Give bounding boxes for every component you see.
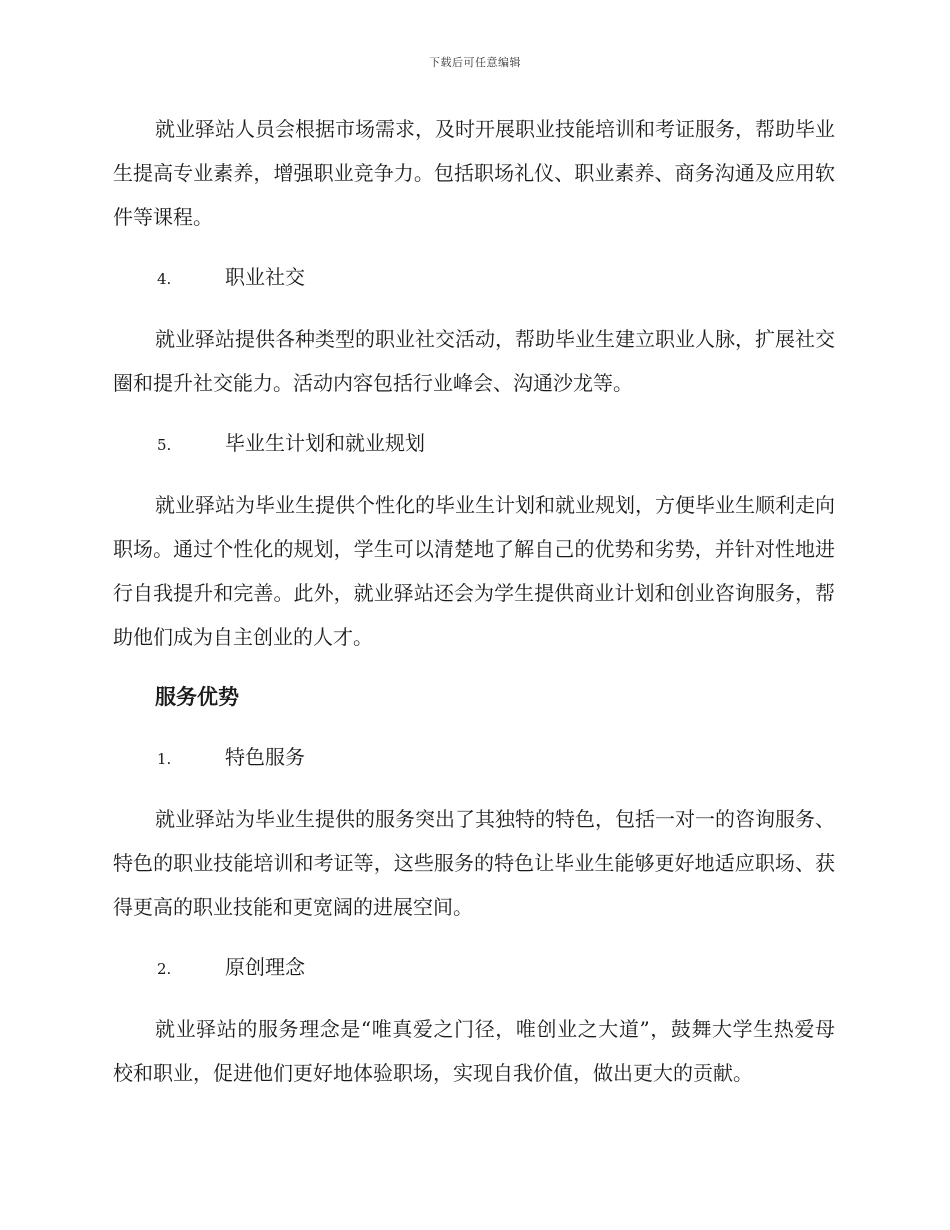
list-item-title: 毕业生计划和就业规划 xyxy=(225,431,425,455)
page-header: 下载后可任意编辑 xyxy=(429,56,521,69)
list-item-title: 特色服务 xyxy=(225,745,305,769)
list-number: 1. xyxy=(157,750,172,768)
list-item-title: 职业社交 xyxy=(225,265,305,289)
list-item-graduate-plan xyxy=(113,421,835,467)
paragraph-training: 就业驿站人员会根据市场需求，及时开展职业技能培训和考证服务，帮助毕业生提高专业素养，增强职业竞争力。包括职场礼仪、职业素养、商务沟通及应用软件等课程。 xyxy=(113,117,835,229)
list-item-title: 原创理念 xyxy=(225,955,305,979)
document-body xyxy=(113,107,835,1111)
list-number: 5. xyxy=(157,436,172,454)
list-item-featured-service xyxy=(113,735,835,781)
paragraph-featured: 就业驿站为毕业生提供的服务突出了其独特的特色，包括一对一的咨询服务、特色的职业技能培训和考证等，这些服务的特色让毕业生能够更好地适应职场、获得更高的职业技能和更宽阔的进展空间。 xyxy=(113,807,835,919)
list-item-career-social xyxy=(113,255,835,301)
list-item-original-idea xyxy=(113,945,835,991)
list-number: 2. xyxy=(157,960,172,978)
paragraph-idea: 就业驿站的服务理念是“唯真爱之门径，唯创业之大道”，鼓舞大学生热爱母校和职业，促进他们更好地体验职场，实现自我价值，做出更大的贡献。 xyxy=(113,1017,835,1085)
paragraph-social: 就业驿站提供各种类型的职业社交活动，帮助毕业生建立职业人脉，扩展社交圈和提升社交能力。活动内容包括行业峰会、沟通沙龙等。 xyxy=(113,327,835,395)
paragraph-plan: 就业驿站为毕业生提供个性化的毕业生计划和就业规划，方便毕业生顺利走向职场。通过个性化的规划，学生可以清楚地了解自己的优势和劣势，并针对性地进行自我提升和完善。此外，就业驿站还会为学生提供商业计划和创业咨询服务，帮助他们成为自主创业的人才。 xyxy=(113,493,835,649)
list-number: 4. xyxy=(157,270,172,288)
section-heading-advantages: 服务优势 xyxy=(155,684,239,709)
